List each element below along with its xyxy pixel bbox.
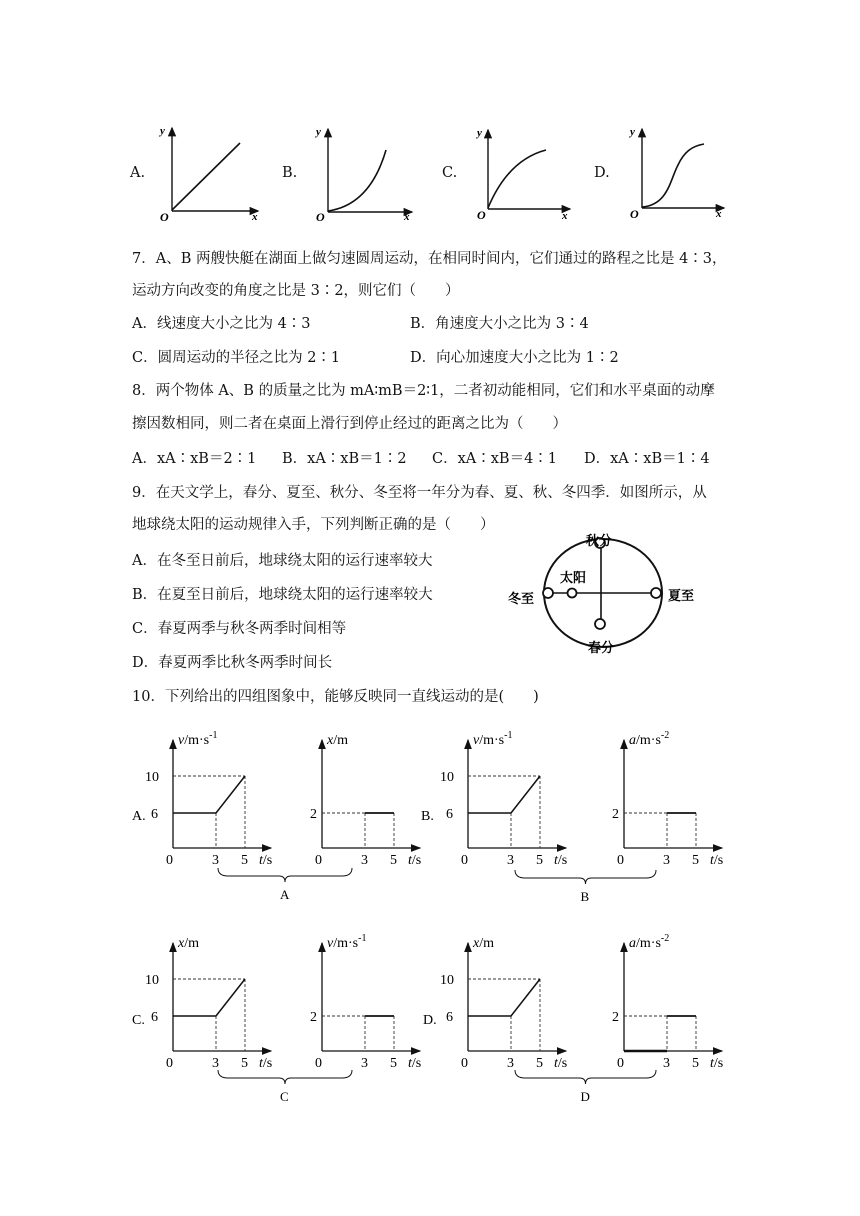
q6-graph-b bbox=[314, 126, 412, 224]
q10-b-g1-tick-3: 3 bbox=[507, 853, 514, 868]
q10-stem: 10．下列给出的四组图象中，能够反映同一直线运动的是( ) bbox=[132, 689, 539, 705]
q10-c-g2-tick-2: 2 bbox=[310, 1010, 317, 1025]
q10-c-g2-tick-5: 5 bbox=[390, 1056, 397, 1071]
q6-c-y-label: y bbox=[477, 127, 482, 139]
q6-graph-a bbox=[158, 125, 258, 224]
q10-c-g1-y-label: x/m bbox=[178, 936, 199, 951]
q10-b-g1-data-line bbox=[468, 776, 540, 813]
q9-orbit-diagram bbox=[496, 528, 726, 663]
q10-c-g1-tick-5: 5 bbox=[241, 1056, 248, 1071]
q10-d-g1-tick-10: 10 bbox=[440, 973, 454, 988]
q10-c-g2-y-label: $v/m\cdot s^{-1}$ bbox=[327, 933, 367, 951]
q10-b-g1-tick-10: 10 bbox=[440, 770, 454, 785]
q9-earth-spring bbox=[595, 619, 605, 629]
q9-label-autumn: 秋分 bbox=[586, 533, 613, 548]
q6-a-x-label: x bbox=[252, 211, 258, 223]
q10-a-g2-tick-2: 2 bbox=[310, 807, 317, 822]
q10-a-g2-tick-0: 0 bbox=[315, 853, 322, 868]
q6-b-x-label: x bbox=[404, 211, 410, 223]
q10-b-g2-tick-3: 3 bbox=[663, 853, 670, 868]
q6-graph-d bbox=[628, 126, 724, 221]
q6-graph-c bbox=[475, 127, 570, 222]
q9-label-spring: 春分 bbox=[588, 640, 615, 655]
q10-d-brace bbox=[515, 1070, 656, 1084]
q10-d-g1-tick-5: 5 bbox=[536, 1056, 543, 1071]
q9-earth-winter bbox=[543, 588, 553, 598]
q6-curve-a bbox=[172, 143, 240, 210]
q10-b-brace bbox=[515, 870, 656, 884]
q9-option-a[interactable]: A．在冬至日前后，地球绕太阳的运行速率较大 bbox=[132, 553, 433, 569]
q10-b-brace-label: B bbox=[580, 889, 590, 904]
q10-b-g2-tick-2: 2 bbox=[612, 807, 619, 822]
q10-d-g2-y-label: $a/m\cdot s^{-2}$ bbox=[629, 933, 670, 951]
q8-option-b[interactable]: B．xA∶xB＝1∶2 bbox=[282, 451, 407, 467]
q6-d-origin: O bbox=[630, 207, 639, 221]
q10-a-g1-tick-5: 5 bbox=[241, 853, 248, 868]
q9-sun bbox=[568, 589, 577, 598]
q10-c-g2-tick-3: 3 bbox=[361, 1056, 368, 1071]
q9-option-b[interactable]: B．在夏至日前后，地球绕太阳的运行速率较大 bbox=[132, 587, 433, 603]
q10-b-g1-tick-5: 5 bbox=[536, 853, 543, 868]
q9-label-winter: 冬至 bbox=[508, 591, 535, 606]
q10-a-g2-t-label: t/s bbox=[408, 853, 422, 868]
q6-a-y-label: y bbox=[160, 125, 165, 137]
q6-curve-b bbox=[328, 150, 386, 211]
q10-c-g1-tick-10: 10 bbox=[145, 973, 159, 988]
q7-option-c[interactable]: C．圆周运动的半径之比为 2∶1 bbox=[132, 350, 341, 366]
q10-a-g1-tick-10: 10 bbox=[145, 770, 159, 785]
q6-option-a-letter[interactable]: A. bbox=[130, 165, 146, 181]
q10-b-g1-tick-0: 0 bbox=[461, 853, 468, 868]
q10-b-g1-tick-6: 6 bbox=[446, 807, 453, 822]
q8-option-d[interactable]: D．xA∶xB＝1∶4 bbox=[584, 451, 710, 467]
q6-d-y-label: y bbox=[630, 126, 635, 138]
q7-stem-line2: 运动方向改变的角度之比是 3∶2，则它们（ ） bbox=[132, 283, 460, 299]
q10-d-g2-t-label: t/s bbox=[710, 1056, 724, 1071]
q10-b-g1-y-label: $v/m\cdot s^{-1}$ bbox=[473, 730, 513, 748]
q9-option-d[interactable]: D．春夏两季比秋冬两季时间长 bbox=[132, 655, 333, 671]
q10-c-g1-tick-3: 3 bbox=[212, 1056, 219, 1071]
q10-c-g1-t-label: t/s bbox=[259, 1056, 273, 1071]
q10-d-g2-tick-0: 0 bbox=[617, 1056, 624, 1071]
q10-b-g2-t-label: t/s bbox=[710, 853, 724, 868]
q6-option-c-letter[interactable]: C. bbox=[442, 165, 458, 181]
q7-option-a[interactable]: A．线速度大小之比为 4∶3 bbox=[132, 316, 311, 332]
q9-earth-summer bbox=[651, 588, 661, 598]
q10-option-b-letter: B. bbox=[421, 809, 434, 824]
q10-d-g1-tick-0: 0 bbox=[461, 1056, 468, 1071]
q10-a-g1-t-label: t/s bbox=[259, 853, 273, 868]
q6-curve-d bbox=[642, 144, 704, 207]
q10-b-g2-tick-5: 5 bbox=[692, 853, 699, 868]
q10-d-g1-tick-6: 6 bbox=[446, 1010, 453, 1025]
q8-stem-line2: 擦因数相同，则二者在桌面上滑行到停止经过的距离之比为（ ） bbox=[132, 416, 567, 432]
q9-option-c[interactable]: C．春夏两季与秋冬两季时间相等 bbox=[132, 621, 347, 637]
q6-graphs-svg bbox=[0, 0, 860, 230]
q10-d-g2-tick-2: 2 bbox=[612, 1010, 619, 1025]
q10-c-g1-tick-0: 0 bbox=[166, 1056, 173, 1071]
q10-c-g1-data-line bbox=[173, 979, 245, 1016]
q10-a-brace bbox=[218, 868, 352, 882]
q10-a-g1-tick-3: 3 bbox=[212, 853, 219, 868]
q10-a-g1-tick-0: 0 bbox=[166, 853, 173, 868]
q6-c-x-label: x bbox=[562, 210, 568, 222]
q10-a-g1-tick-6: 6 bbox=[151, 807, 158, 822]
q9-label-summer: 夏至 bbox=[668, 588, 695, 603]
q8-option-c[interactable]: C．xA∶xB＝4∶1 bbox=[432, 451, 558, 467]
q10-d-brace-label: D bbox=[580, 1089, 590, 1104]
q6-curve-c bbox=[488, 150, 546, 208]
q10-a-brace-label: A bbox=[280, 887, 290, 902]
q10-d-g2-tick-3: 3 bbox=[663, 1056, 670, 1071]
q10-a-g1-y-label: $v/m\cdot s^{-1}$ bbox=[178, 730, 218, 748]
q6-option-d-letter[interactable]: D. bbox=[594, 165, 610, 181]
q10-d-g1-tick-3: 3 bbox=[507, 1056, 514, 1071]
q10-b-g2-tick-0: 0 bbox=[617, 853, 624, 868]
q10-graphs bbox=[0, 720, 860, 1140]
q9-stem-line2: 地球绕太阳的运动规律入手，下列判断正确的是（ ） bbox=[132, 517, 495, 533]
q6-d-x-label: x bbox=[716, 208, 722, 220]
q6-a-origin: O bbox=[160, 210, 169, 224]
q8-option-a[interactable]: A．xA∶xB＝2∶1 bbox=[132, 451, 257, 467]
q7-option-d[interactable]: D．向心加速度大小之比为 1∶2 bbox=[410, 350, 619, 366]
q10-a-g2-tick-5: 5 bbox=[390, 853, 397, 868]
q7-stem-line1: 7．A、B 两艘快艇在湖面上做匀速圆周运动，在相同时间内，它们通过的路程之比是 4∶3， bbox=[132, 251, 727, 267]
q10-b-g1-t-label: t/s bbox=[554, 853, 568, 868]
q7-option-b[interactable]: B．角速度大小之比为 3∶4 bbox=[410, 316, 589, 332]
q6-c-origin: O bbox=[477, 208, 486, 222]
q10-b-g2-y-label: $a/m\cdot s^{-2}$ bbox=[629, 730, 670, 748]
q6-b-origin: O bbox=[316, 210, 325, 224]
q10-a-g2-tick-3: 3 bbox=[361, 853, 368, 868]
q6-option-b-letter[interactable]: B. bbox=[282, 165, 298, 181]
q10-d-g1-data-line bbox=[468, 979, 540, 1016]
q10-d-g1-t-label: t/s bbox=[554, 1056, 568, 1071]
q9-stem-line1: 9．在天文学上，春分、夏至、秋分、冬至将一年分为春、夏、秋、冬四季．如图所示，从 bbox=[132, 485, 707, 501]
q10-a-g1-data-line bbox=[173, 776, 245, 813]
q10-option-a-letter: A. bbox=[132, 809, 146, 824]
q10-d-g2-tick-5: 5 bbox=[692, 1056, 699, 1071]
q10-c-g2-tick-0: 0 bbox=[315, 1056, 322, 1071]
q10-d-g1-y-label: x/m bbox=[473, 936, 494, 951]
q10-option-c-letter: C. bbox=[132, 1013, 145, 1028]
q10-c-g1-tick-6: 6 bbox=[151, 1010, 158, 1025]
q8-stem-line1: 8．两个物体 A、B 的质量之比为 mA∶mB＝2∶1，二者初动能相同，它们和水平桌面的动摩 bbox=[132, 383, 715, 399]
q9-label-sun: 太阳 bbox=[560, 570, 587, 585]
q10-a-g2-y-label: x/m bbox=[327, 733, 348, 748]
q10-option-d-letter: D. bbox=[423, 1013, 437, 1028]
q6-b-y-label: y bbox=[316, 126, 321, 138]
q10-c-g2-t-label: t/s bbox=[408, 1056, 422, 1071]
q10-c-brace bbox=[218, 1070, 352, 1084]
q10-c-brace-label: C bbox=[280, 1089, 289, 1104]
